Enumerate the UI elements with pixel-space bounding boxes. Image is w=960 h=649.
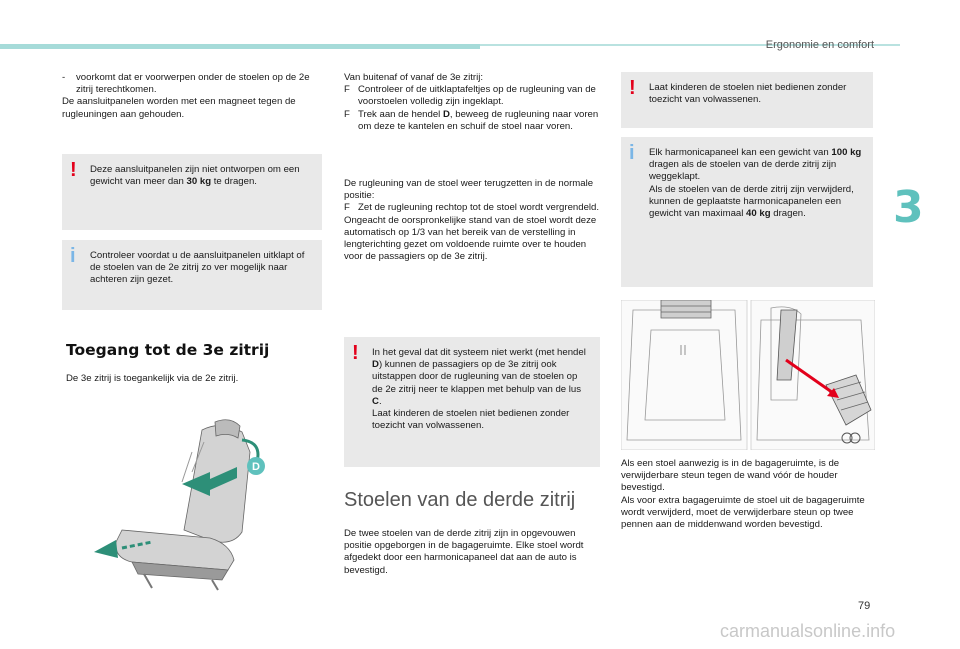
watermark: carmanualsonline.info [720,621,896,641]
warning-text: In het geval dat dit systeem niet werkt (met hendel D) kunnen de passagiers op de 3e zitrij ook uitstappen door de rugleuning van de stoelen op de 2e zitrij neer te klappen met behulp van de lus C. Laat kinderen de stoelen niet bedienen zonder toezicht van volwassenen. [372,347,586,432]
col1-intro [62,72,324,121]
bullet-item: F Zet de rugleuning rechtop tot de stoel wordt vergrendeld. [344,202,600,214]
paragraph: De rugleuning van de stoel weer terugzetten in de normale positie: [344,178,594,202]
paragraph: Ongeacht de oorspronkelijke stand van de stoel wordt deze automatisch op 1/3 van het bereik van de verstelling in lengterichting gezet om voldoende ruimte over te houden voor de passagiers op de 3e zitrij. [344,214,597,263]
section-title: Ergonomie en comfort [765,39,874,51]
boot-illustration [621,300,875,450]
col2-instructions [344,72,600,133]
warning-icon: ! [629,77,636,99]
warning-icon: ! [70,159,77,181]
col2-reset [344,178,600,263]
info-icon: i [70,245,76,267]
bullet-item: F Controleer of de uitklaptafeltjes op de rugleuning van de voorstoelen volledig zijn ingeklapt. [344,84,596,108]
paragraph: De aansluitpanelen worden met een magneet tegen de rugleuningen aan gehouden. [62,96,296,120]
paragraph: Als voor extra bagageruimte de stoel uit de bagageruimte wordt verwijderd, moet de verwijderbare steun op twee pennen aan de middenwand worden bevestigd. [621,494,865,531]
warning-text: Laat kinderen de stoelen niet bedienen zonder toezicht van volwassenen. [649,82,847,106]
header-accent-bar [0,44,480,49]
section-heading: Toegang tot de 3e zitrij [66,341,270,359]
warning-box [621,72,873,128]
info-icon: i [629,142,635,164]
warning-box [344,337,600,467]
paragraph: Als een stoel aanwezig is in de bagageruimte, is de verwijderbare steun tegen de wand vóór de houder bevestigd. [621,458,840,494]
boot-left-view [621,300,747,450]
paragraph: De twee stoelen van de derde zitrij zijn in opgevouwen positie opgeborgen in de bagageruimte. Elke stoel wordt afgedekt door een harmonicapaneel dat aan de auto is bevestigd. [344,528,584,576]
figure-label: D [252,461,260,473]
info-box [62,240,322,310]
warning-icon: ! [352,342,359,364]
seat-illustration [92,412,277,592]
heading-text: De 3e zitrij is toegankelijk via de 2e zitrij. [66,373,239,384]
dash-item: - voorkomt dat er voorwerpen onder de stoelen op de 2e zitrij terechtkomen. [62,72,310,96]
boot-right-view [751,300,875,450]
bullet-item: F Trek aan de hendel D, beweeg de rugleuning naar voren om deze te kantelen en schuif de stoel naar voren. [344,108,599,132]
info-text: Elk harmonicapaneel kan een gewicht van 100 kg dragen als de stoelen van de derde zitrij zijn weggeklapt. Als de stoelen van de derde zitrij zijn verwijderd, kunnen de geplaatste harmonicapanelen een gewicht van maximaal 40 kg dragen. [649,147,862,220]
chapter-number: 3 [893,182,924,233]
info-box [621,137,873,287]
page-number: 79 [858,600,871,612]
info-text: Controleer voordat u de aansluitpanelen uitklapt of de stoelen van de 2e zitrij zo ver mogelijk naar achteren zijn gezet. [90,250,305,286]
section-heading: Stoelen van de derde zitrij [344,489,576,511]
col3-text [621,458,875,531]
warning-box [62,154,322,230]
paragraph: Van buitenaf of vanaf de 3e zitrij: [344,72,484,83]
warning-text: Deze aansluitpanelen zijn niet ontworpen om een gewicht van meer dan 30 kg te dragen. [90,164,300,188]
